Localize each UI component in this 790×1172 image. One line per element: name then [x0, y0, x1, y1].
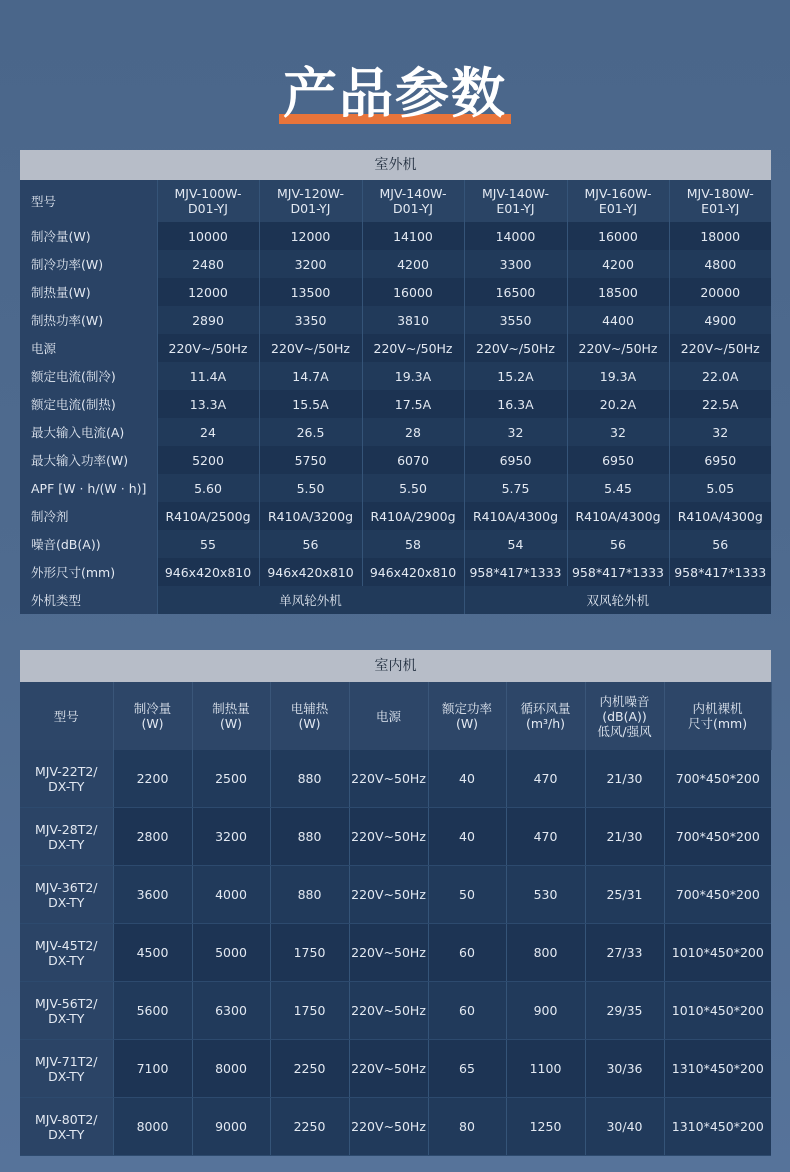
cell-line: (W): [141, 716, 164, 731]
spec-value-cell: R410A/4300g: [567, 502, 669, 530]
spec-value-cell: 880: [270, 866, 349, 924]
spec-value-cell: 1250: [506, 1098, 585, 1156]
cell-line: E01-YJ: [701, 201, 740, 216]
outdoor-spec-row: [20, 558, 771, 586]
outdoor-spec-row: [20, 446, 771, 474]
cell-line: 额定功率: [441, 701, 492, 716]
spec-value-cell: 29/35: [585, 982, 664, 1040]
spec-value-cell: R410A/2900g: [362, 502, 464, 530]
cell-line: (W): [298, 716, 321, 731]
spec-value-cell: 1010*450*200: [664, 924, 771, 982]
outdoor-spec-table: [20, 150, 771, 614]
cell-line: 尺寸(mm): [687, 716, 748, 731]
spec-value-cell: 32: [669, 418, 771, 446]
spec-value-cell: 16000: [362, 278, 464, 306]
spec-value-cell: 3350: [259, 306, 362, 334]
spec-value-cell: 18000: [669, 222, 771, 250]
spec-value-cell: 4200: [362, 250, 464, 278]
cell-line: DX-TY: [48, 836, 85, 852]
cell-line: 低风/强风: [597, 723, 652, 739]
row-label: 电源: [20, 334, 157, 362]
indoor-spec-row: [20, 924, 771, 982]
cell-line: DX-TY: [48, 778, 85, 794]
spec-value-cell: 4000: [192, 866, 270, 924]
outdoor-spec-row: [20, 418, 771, 446]
spec-value-cell: 15.2A: [464, 362, 567, 390]
spec-value-cell: 13500: [259, 278, 362, 306]
indoor-spec-row: [20, 1098, 771, 1156]
spec-value-cell: 958*417*1333: [669, 558, 771, 586]
spec-value-cell: R410A/2500g: [157, 502, 259, 530]
spec-value-cell: 58: [362, 530, 464, 558]
spec-value-cell: 40: [428, 808, 506, 866]
page-title-wrap: [0, 62, 790, 126]
row-label: 额定电流(制冷): [20, 362, 157, 390]
spec-value-cell: 30/36: [585, 1040, 664, 1098]
spec-value-cell: 220V~/50Hz: [362, 334, 464, 362]
outdoor-model-cell: [362, 180, 464, 222]
outdoor-model-cell: [669, 180, 771, 222]
spec-value-cell: 56: [259, 530, 362, 558]
cell-line: MJV-56T2/: [34, 995, 98, 1011]
spec-value-cell: 900: [506, 982, 585, 1040]
spec-value-cell: 4500: [113, 924, 192, 982]
outdoor-spec-row: [20, 474, 771, 502]
spec-value-cell: 946x420x810: [259, 558, 362, 586]
cell-line: 内机裸机: [692, 701, 743, 716]
spec-value-cell: 21/30: [585, 750, 664, 808]
spec-value-cell: 470: [506, 750, 585, 808]
spec-value-cell: 946x420x810: [157, 558, 259, 586]
spec-value-cell: 2800: [113, 808, 192, 866]
indoor-model-cell: [20, 808, 113, 866]
spec-value-cell: 18500: [567, 278, 669, 306]
outdoor-spec-row: [20, 502, 771, 530]
row-label: 制热功率(W): [20, 306, 157, 334]
spec-value-cell: 7100: [113, 1040, 192, 1098]
spec-value-cell: 5.05: [669, 474, 771, 502]
spec-value-cell: 700*450*200: [664, 750, 771, 808]
spec-value-cell: R410A/4300g: [669, 502, 771, 530]
indoor-column-header: [349, 682, 428, 750]
spec-value-cell: 20.2A: [567, 390, 669, 418]
spec-value-cell: 60: [428, 924, 506, 982]
cell-line: MJV-71T2/: [34, 1053, 98, 1069]
outdoor-spec-row: [20, 250, 771, 278]
spec-value-cell: 220V~/50Hz: [567, 334, 669, 362]
spec-value-cell: 4400: [567, 306, 669, 334]
spec-value-cell: 1010*450*200: [664, 982, 771, 1040]
spec-value-cell: 26.5: [259, 418, 362, 446]
spec-value-cell: 1750: [270, 982, 349, 1040]
cell-line: D01-YJ: [290, 201, 331, 216]
spec-value-cell: 55: [157, 530, 259, 558]
spec-value-cell: 470: [506, 808, 585, 866]
spec-value-cell: 958*417*1333: [464, 558, 567, 586]
spec-value-cell: 24: [157, 418, 259, 446]
indoor-spec-row: [20, 750, 771, 808]
cell-line: MJV-80T2/: [34, 1111, 98, 1127]
spec-value-cell: 8000: [113, 1098, 192, 1156]
cell-line: MJV-100W-: [174, 186, 242, 201]
spec-value-cell: 56: [669, 530, 771, 558]
spec-value-cell: 800: [506, 924, 585, 982]
cell-line: E01-YJ: [598, 201, 638, 216]
indoor-column-header: [270, 682, 349, 750]
spec-value-cell: 220V~50Hz: [349, 982, 428, 1040]
cell-line: MJV-140W-: [481, 186, 550, 201]
cell-line: D01-YJ: [393, 201, 433, 216]
spec-value-cell: 10000: [157, 222, 259, 250]
indoor-model-cell: [20, 1040, 113, 1098]
indoor-column-header: [192, 682, 270, 750]
spec-value-cell: 28: [362, 418, 464, 446]
spec-value-cell: 21/30: [585, 808, 664, 866]
cell-line: DX-TY: [48, 1126, 85, 1142]
indoor-model-cell: [20, 866, 113, 924]
spec-value-cell: 220V~50Hz: [349, 808, 428, 866]
spec-value-cell: 80: [428, 1098, 506, 1156]
spec-value-cell: 40: [428, 750, 506, 808]
outdoor-spec-row: [20, 390, 771, 418]
spec-value-cell: 220V~/50Hz: [669, 334, 771, 362]
spec-value-cell: 16000: [567, 222, 669, 250]
spec-value-cell: 3300: [464, 250, 567, 278]
indoor-model-cell: [20, 982, 113, 1040]
spec-value-cell: 6950: [464, 446, 567, 474]
indoor-spec-row: [20, 866, 771, 924]
cell-line: (m³/h): [525, 716, 566, 731]
spec-value-cell: 5600: [113, 982, 192, 1040]
spec-value-cell: 11.4A: [157, 362, 259, 390]
cell-line: 电辅热: [290, 701, 329, 716]
cell-line: 循环风量: [520, 701, 571, 716]
spec-value-cell: 60: [428, 982, 506, 1040]
spec-value-cell: 3200: [192, 808, 270, 866]
row-label: APF [W · h/(W · h)]: [20, 474, 157, 502]
spec-value-cell: R410A/4300g: [464, 502, 567, 530]
spec-value-cell: 2500: [192, 750, 270, 808]
dual-fan-type-cell: 双风轮外机: [464, 586, 771, 614]
spec-value-cell: 1750: [270, 924, 349, 982]
outdoor-type-row: [20, 586, 771, 614]
row-label: 制热量(W): [20, 278, 157, 306]
cell-line: 型号: [53, 708, 79, 724]
row-label: 型号: [20, 180, 157, 222]
single-fan-type-cell: 单风轮外机: [157, 586, 464, 614]
spec-value-cell: 14.7A: [259, 362, 362, 390]
spec-value-cell: 2890: [157, 306, 259, 334]
spec-value-cell: 1310*450*200: [664, 1098, 771, 1156]
outdoor-model-cell: [464, 180, 567, 222]
cell-line: MJV-180W-: [686, 186, 754, 201]
indoor-column-header: [20, 682, 113, 750]
outdoor-spec-row: [20, 362, 771, 390]
spec-value-cell: 14100: [362, 222, 464, 250]
spec-value-cell: 3200: [259, 250, 362, 278]
indoor-model-cell: [20, 924, 113, 982]
outdoor-model-cell: [157, 180, 259, 222]
spec-value-cell: 1100: [506, 1040, 585, 1098]
spec-value-cell: 19.3A: [567, 362, 669, 390]
spec-value-cell: 220V~/50Hz: [464, 334, 567, 362]
cell-line: 内机噪音: [599, 693, 650, 709]
indoor-spec-row: [20, 1040, 771, 1098]
outdoor-model-cell: [259, 180, 362, 222]
row-label: 制冷功率(W): [20, 250, 157, 278]
spec-value-cell: 1310*450*200: [664, 1040, 771, 1098]
indoor-column-header: [428, 682, 506, 750]
spec-value-cell: 13.3A: [157, 390, 259, 418]
cell-line: DX-TY: [48, 1010, 85, 1026]
cell-line: (W): [219, 716, 243, 731]
spec-value-cell: 56: [567, 530, 669, 558]
spec-value-cell: 3600: [113, 866, 192, 924]
spec-value-cell: 880: [270, 808, 349, 866]
outdoor-spec-row: [20, 222, 771, 250]
spec-value-cell: 3550: [464, 306, 567, 334]
spec-value-cell: 5.50: [362, 474, 464, 502]
spec-value-cell: 15.5A: [259, 390, 362, 418]
cell-line: DX-TY: [48, 894, 85, 910]
indoor-spec-row: [20, 808, 771, 866]
indoor-spec-table: [20, 650, 772, 1156]
spec-value-cell: 220V~50Hz: [349, 924, 428, 982]
outdoor-spec-row: [20, 530, 771, 558]
cell-line: 制热量: [212, 701, 250, 716]
spec-value-cell: 5000: [192, 924, 270, 982]
spec-value-cell: 50: [428, 866, 506, 924]
spec-value-cell: 19.3A: [362, 362, 464, 390]
cell-line: MJV-140W-: [379, 186, 447, 201]
cell-line: MJV-45T2/: [34, 937, 98, 953]
spec-value-cell: 17.5A: [362, 390, 464, 418]
spec-value-cell: 700*450*200: [664, 808, 771, 866]
spec-value-cell: 530: [506, 866, 585, 924]
indoor-model-cell: [20, 750, 113, 808]
spec-value-cell: 220V~50Hz: [349, 750, 428, 808]
spec-value-cell: 6070: [362, 446, 464, 474]
cell-line: DX-TY: [48, 952, 85, 968]
page-title: [279, 62, 511, 126]
cell-line: (dB(A)): [602, 708, 647, 724]
spec-value-cell: 16500: [464, 278, 567, 306]
spec-value-cell: 880: [270, 750, 349, 808]
spec-value-cell: 220V~50Hz: [349, 1040, 428, 1098]
cell-line: DX-TY: [48, 1068, 85, 1084]
spec-value-cell: 25/31: [585, 866, 664, 924]
spec-value-cell: 65: [428, 1040, 506, 1098]
spec-value-cell: 6950: [669, 446, 771, 474]
spec-value-cell: 946x420x810: [362, 558, 464, 586]
indoor-column-header: [506, 682, 585, 750]
indoor-column-header: [664, 682, 771, 750]
cell-line: 电源: [375, 708, 401, 724]
spec-value-cell: 27/33: [585, 924, 664, 982]
outdoor-model-row: [20, 180, 771, 222]
spec-value-cell: 12000: [259, 222, 362, 250]
spec-value-cell: 2250: [270, 1040, 349, 1098]
spec-value-cell: 54: [464, 530, 567, 558]
spec-value-cell: 3810: [362, 306, 464, 334]
spec-value-cell: 5750: [259, 446, 362, 474]
cell-line: MJV-160W-: [584, 186, 652, 201]
spec-value-cell: 22.0A: [669, 362, 771, 390]
spec-value-cell: 32: [464, 418, 567, 446]
spec-value-cell: 2480: [157, 250, 259, 278]
spec-value-cell: 4800: [669, 250, 771, 278]
spec-value-cell: 6300: [192, 982, 270, 1040]
indoor-column-header: [113, 682, 192, 750]
cell-line: (W): [455, 716, 479, 731]
spec-value-cell: 5.50: [259, 474, 362, 502]
outdoor-model-cell: [567, 180, 669, 222]
spec-value-cell: 6950: [567, 446, 669, 474]
cell-line: MJV-22T2/: [34, 763, 98, 779]
indoor-column-header: [585, 682, 664, 750]
row-label: 外机类型: [20, 586, 157, 614]
spec-value-cell: 2250: [270, 1098, 349, 1156]
spec-value-cell: 8000: [192, 1040, 270, 1098]
spec-value-cell: 5200: [157, 446, 259, 474]
spec-value-cell: 5.75: [464, 474, 567, 502]
spec-value-cell: 958*417*1333: [567, 558, 669, 586]
outdoor-spec-row: [20, 334, 771, 362]
spec-value-cell: 9000: [192, 1098, 270, 1156]
outdoor-caption: 室外机: [20, 150, 771, 180]
spec-value-cell: 4200: [567, 250, 669, 278]
indoor-caption: 室内机: [20, 650, 771, 682]
cell-line: 制冷量: [133, 701, 172, 716]
spec-value-cell: 5.60: [157, 474, 259, 502]
page-title-text: 产品参数: [283, 62, 507, 125]
spec-value-cell: 5.45: [567, 474, 669, 502]
cell-line: D01-YJ: [188, 201, 228, 216]
indoor-model-cell: [20, 1098, 113, 1156]
spec-value-cell: 4900: [669, 306, 771, 334]
spec-value-cell: 20000: [669, 278, 771, 306]
outdoor-spec-row: [20, 306, 771, 334]
row-label: 噪音(dB(A)): [20, 530, 157, 558]
spec-value-cell: 220V~50Hz: [349, 866, 428, 924]
spec-value-cell: 14000: [464, 222, 567, 250]
spec-value-cell: 32: [567, 418, 669, 446]
cell-line: MJV-36T2/: [34, 879, 98, 895]
spec-value-cell: 16.3A: [464, 390, 567, 418]
spec-value-cell: 30/40: [585, 1098, 664, 1156]
cell-line: MJV-28T2/: [34, 821, 98, 837]
spec-value-cell: 12000: [157, 278, 259, 306]
indoor-spec-row: [20, 982, 771, 1040]
row-label: 外形尺寸(mm): [20, 558, 157, 586]
row-label: 制冷剂: [20, 502, 157, 530]
spec-value-cell: 700*450*200: [664, 866, 771, 924]
cell-line: E01-YJ: [496, 201, 535, 216]
cell-line: MJV-120W-: [276, 186, 345, 201]
row-label: 最大输入功率(W): [20, 446, 157, 474]
spec-value-cell: 220V~/50Hz: [157, 334, 259, 362]
outdoor-spec-row: [20, 278, 771, 306]
spec-value-cell: 22.5A: [669, 390, 771, 418]
spec-value-cell: R410A/3200g: [259, 502, 362, 530]
spec-value-cell: 220V~/50Hz: [259, 334, 362, 362]
spec-value-cell: 2200: [113, 750, 192, 808]
row-label: 最大输入电流(A): [20, 418, 157, 446]
row-label: 制冷量(W): [20, 222, 157, 250]
spec-value-cell: 220V~50Hz: [349, 1098, 428, 1156]
row-label: 额定电流(制热): [20, 390, 157, 418]
